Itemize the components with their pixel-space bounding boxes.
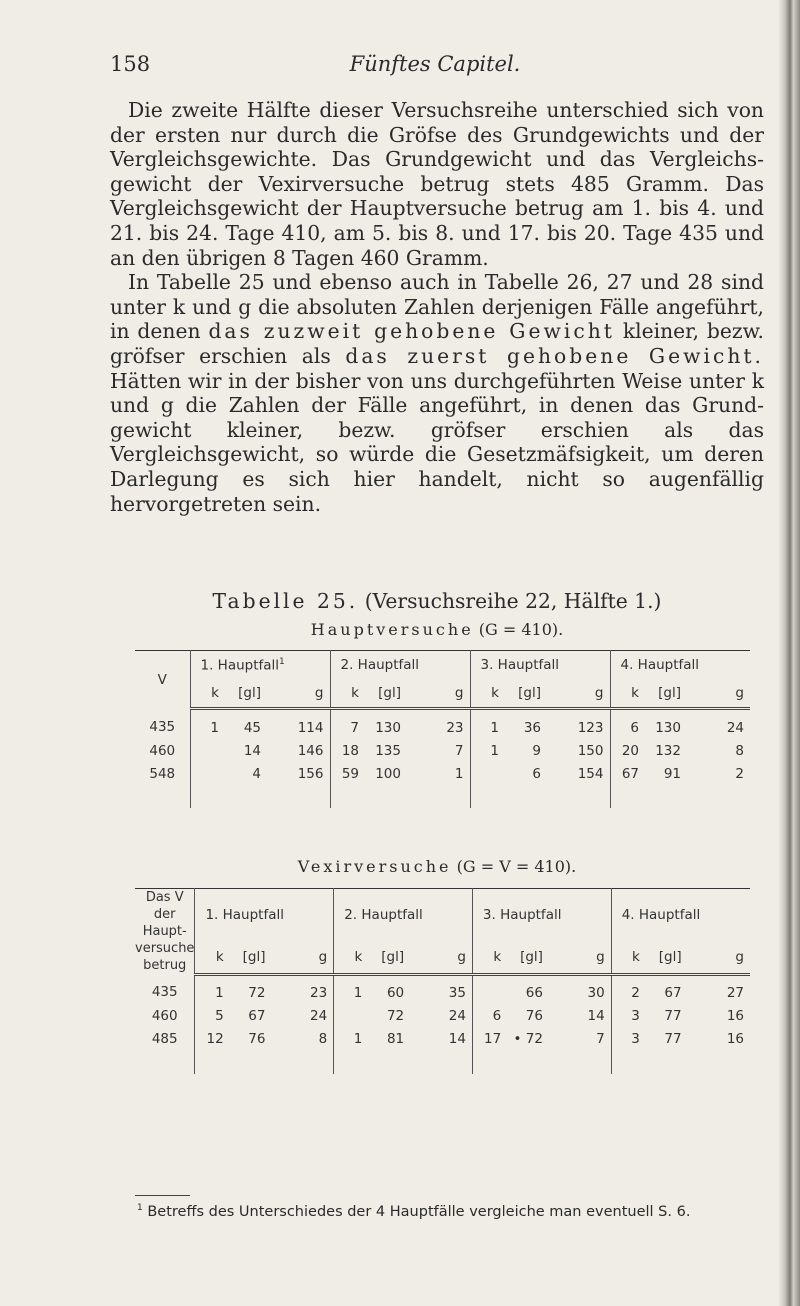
spacer-cell: [646, 1051, 688, 1074]
cell-g: 27: [726, 985, 744, 1001]
cell-g: 1: [407, 762, 470, 785]
cell-k: 59: [341, 765, 359, 782]
spacer-cell: [190, 785, 225, 808]
group-header-1: 1. Hauptfall$^1$: [190, 651, 330, 679]
group-header-2: 2. Hauptfall: [330, 651, 470, 679]
cell-gl: 76: [248, 1031, 266, 1047]
column-v-description: Das V der Haupt- versuche betrug: [135, 890, 195, 973]
table1-body: [135, 709, 750, 809]
table-row: [135, 1028, 750, 1051]
spaced-phrase-first: das zuerst gehobene Gewicht.: [345, 343, 764, 368]
table-hauptversuche: [135, 650, 750, 808]
sub-gl: [gl]: [507, 942, 549, 974]
table-row: [135, 974, 750, 1005]
sub-gl: [gl]: [646, 942, 688, 974]
cell-g: 7: [549, 1028, 611, 1051]
cell-g: 146: [267, 739, 330, 762]
cell-g: 30: [549, 974, 611, 1005]
cell-k: 17: [484, 1031, 502, 1047]
spacer-cell: [330, 785, 365, 808]
cell-k: [190, 762, 225, 785]
cell-k: 12: [206, 1031, 224, 1047]
cell-k: 1: [490, 719, 499, 736]
sub-g: g: [271, 942, 333, 974]
sub-g: g: [407, 679, 470, 709]
paragraph-2: [110, 270, 764, 516]
cell-gl: 130: [375, 719, 401, 736]
cell-g: 16: [726, 1031, 744, 1047]
cell-gl: 77: [664, 1008, 682, 1024]
sub-k: k: [470, 679, 505, 709]
cell-gl: 60: [386, 985, 405, 1001]
row-v-value: 460: [135, 1005, 195, 1028]
table1-subtitle-rest: (G = 410).: [478, 620, 564, 639]
spacer-cell: [470, 785, 505, 808]
cell-gl: 45: [243, 719, 261, 736]
cell-gl: 67: [248, 1008, 266, 1024]
spacer-cell: [549, 1051, 611, 1074]
paragraph-2-a: In Tabelle 25 und ebenso auch in Tabelle 26, 27 und 28 sind unter k und g die absoluten Zahlen derjenigen Fälle angeführt, in denen: [110, 270, 764, 344]
sub-g: g: [687, 679, 750, 709]
cell-gl: • 72: [513, 1031, 543, 1047]
sub-k: k: [611, 942, 646, 974]
table-vexirversuche: [135, 888, 750, 1074]
spacer-cell: [225, 785, 267, 808]
table2-subtitle-word: Vexirversuche: [297, 857, 452, 876]
cell-k: 3: [631, 1031, 640, 1047]
sub-k: k: [190, 679, 225, 709]
spacer-cell: [334, 1051, 369, 1074]
cell-k: 1: [353, 1031, 363, 1047]
table2-subtitle: [110, 857, 764, 876]
group-header-3: 3. Hauptfall: [470, 651, 610, 679]
sub-gl: [gl]: [225, 679, 267, 709]
spacer-cell: [135, 785, 190, 808]
cell-g: 24: [410, 1005, 472, 1028]
sub-gl: [gl]: [230, 942, 272, 974]
table-spacer-row: [135, 785, 750, 808]
table-caption-rest: (Versuchsreihe 22, Hälfte 1.): [364, 589, 662, 613]
sub-gl: [gl]: [365, 679, 407, 709]
footnote-rule: [135, 1195, 190, 1196]
cell-gl: 77: [664, 1031, 682, 1047]
cell-g: 35: [410, 974, 472, 1005]
page-number: 158: [110, 52, 151, 76]
sub-k: k: [610, 679, 645, 709]
cell-g: 114: [267, 709, 330, 740]
cell-k: [190, 739, 225, 762]
cell-g: 16: [726, 1008, 744, 1024]
cell-k: [470, 762, 505, 785]
cell-k: 18: [341, 742, 359, 759]
spacer-cell: [645, 785, 687, 808]
cell-gl: 76: [525, 1008, 543, 1024]
paragraph-2-c: kleiner, bezw. gröfser erschien als: [110, 319, 765, 368]
cell-g: 24: [726, 719, 744, 736]
cell-k: 20: [621, 742, 639, 759]
spacer-cell: [547, 785, 610, 808]
sub-k: k: [330, 679, 365, 709]
sub-k: k: [472, 942, 507, 974]
table-row: [135, 762, 750, 785]
cell-k: 3: [631, 1008, 640, 1024]
spacer-cell: [365, 785, 407, 808]
cell-g: 7: [407, 739, 470, 762]
spacer-cell: [135, 1051, 195, 1074]
sub-k: k: [334, 942, 369, 974]
cell-k: [472, 974, 507, 1005]
sub-gl: [gl]: [368, 942, 410, 974]
row-v-value: 548: [135, 762, 190, 785]
running-title: Fünftes Capitel.: [349, 52, 521, 76]
footnote-mark: 1: [137, 1203, 143, 1213]
spacer-cell: [267, 785, 330, 808]
cell-gl: 135: [375, 742, 401, 759]
cell-gl: 67: [664, 985, 682, 1001]
table1-subtitle-word: Hauptversuche: [310, 620, 474, 639]
sub-k: k: [195, 942, 230, 974]
row-v-value: 435: [135, 709, 190, 740]
spacer-cell: [505, 785, 547, 808]
table-row: [135, 1005, 750, 1028]
sub-g: g: [547, 679, 610, 709]
cell-k: 1: [210, 719, 219, 736]
group-header-4: 4. Hauptfall: [610, 651, 750, 679]
table-row: [135, 709, 750, 740]
spacer-cell: [410, 1051, 472, 1074]
sub-gl: [gl]: [645, 679, 687, 709]
spaced-phrase-second: das zuzweit gehobene Gewicht: [208, 319, 615, 344]
cell-k: 6: [630, 719, 639, 736]
spacer-cell: [230, 1051, 272, 1074]
footnote-text: Betreffs des Unterschiedes der 4 Hauptfälle vergleiche man eventuell S. 6.: [147, 1203, 691, 1220]
spacer-cell: [610, 785, 645, 808]
group-header-3: 3. Hauptfall: [472, 889, 611, 942]
cell-gl: 4: [252, 765, 261, 782]
cell-gl: 81: [386, 1031, 405, 1047]
cell-g: 123: [547, 709, 610, 740]
cell-g: 23: [271, 974, 333, 1005]
footnote: [137, 1203, 777, 1220]
table2-subtitle-rest: (G = V = 410).: [456, 857, 577, 876]
spacer-cell: [368, 1051, 410, 1074]
page-header: [110, 52, 760, 82]
cell-gl: 66: [525, 985, 543, 1001]
cell-gl: 91: [663, 765, 681, 782]
cell-gl: 130: [655, 719, 681, 736]
spacer-cell: [688, 1051, 750, 1074]
spacer-cell: [472, 1051, 507, 1074]
spacer-cell: [507, 1051, 549, 1074]
sub-g: g: [688, 942, 750, 974]
row-v-value: 460: [135, 739, 190, 762]
cell-k: [334, 1005, 369, 1028]
table2-body: [135, 974, 750, 1074]
page-edge: [778, 0, 800, 1306]
sub-g: g: [267, 679, 330, 709]
cell-g: 8: [271, 1028, 333, 1051]
table-row: [135, 739, 750, 762]
cell-k: 1: [215, 985, 224, 1001]
spacer-cell: [271, 1051, 333, 1074]
body-text: [110, 98, 764, 516]
cell-g: 156: [267, 762, 330, 785]
table-spacer-row: [135, 1051, 750, 1074]
cell-k: 6: [492, 1008, 502, 1024]
spacer-cell: [687, 785, 750, 808]
group-header-2: 2. Hauptfall: [334, 889, 473, 942]
sub-gl: [gl]: [505, 679, 547, 709]
cell-gl: 6: [532, 765, 541, 782]
cell-k: 2: [631, 985, 640, 1001]
cell-gl: 72: [248, 985, 266, 1001]
sub-g: g: [410, 942, 472, 974]
table-caption-word: Tabelle 25.: [212, 589, 359, 613]
cell-g: 14: [410, 1028, 472, 1051]
row-v-value: 485: [135, 1028, 195, 1051]
cell-g: 8: [735, 742, 744, 759]
cell-g: 150: [547, 739, 610, 762]
spacer-cell: [611, 1051, 646, 1074]
cell-g: 23: [407, 709, 470, 740]
cell-g: 154: [547, 762, 610, 785]
cell-g: 24: [271, 1005, 333, 1028]
cell-k: 67: [621, 765, 639, 782]
cell-k: 1: [353, 985, 363, 1001]
cell-gl: 72: [386, 1008, 405, 1024]
group-header-4: 4. Hauptfall: [611, 889, 750, 942]
row-v-value: 435: [135, 974, 195, 1005]
paragraph-1: Die zweite Hälfte dieser Versuchsreihe unterschied sich von der ersten nur durch die Gröfse des Grundgewichts und der Vergleichsgewichte. Das Grundgewicht und das Vergleichsgewicht der Vexirversuche betrug stets 485 Gramm. Das Vergleichsgewicht der Hauptversuche betrug am 1. bis 4. und 21. bis 24. Tage 410, am 5. bis 8. und 17. bis 20. Tage 435 und an den übrigen 8 Tagen 460 Gramm.: [110, 98, 764, 270]
spacer-cell: [407, 785, 470, 808]
cell-gl: 132: [655, 742, 681, 759]
cell-g: 2: [735, 765, 744, 782]
cell-g: 14: [549, 1005, 611, 1028]
table1-subtitle: [110, 620, 764, 639]
cell-k: 5: [215, 1008, 224, 1024]
sub-g: g: [549, 942, 611, 974]
cell-k: 7: [350, 719, 359, 736]
column-v: V: [135, 651, 190, 709]
cell-gl: 36: [523, 719, 541, 736]
spacer-cell: [195, 1051, 230, 1074]
cell-k: 1: [490, 742, 499, 759]
cell-gl: 100: [375, 765, 401, 782]
table-caption: [110, 589, 764, 613]
cell-gl: 9: [532, 742, 541, 759]
cell-gl: 14: [243, 742, 261, 759]
paragraph-2-e: Hätten wir in der bisher von uns durchgeführten Weise unter k und g die Zahlen der Fälle angeführt, in denen das Grundgewicht kleiner, bezw. gröfser erschien als das Vergleichsgewicht, so würde die Gesetzmäfsigkeit, um deren Darlegung es sich hier handelt, nicht so augenfällig hervorgetreten sein.: [110, 368, 764, 516]
group-header-1: 1. Hauptfall: [195, 889, 334, 942]
